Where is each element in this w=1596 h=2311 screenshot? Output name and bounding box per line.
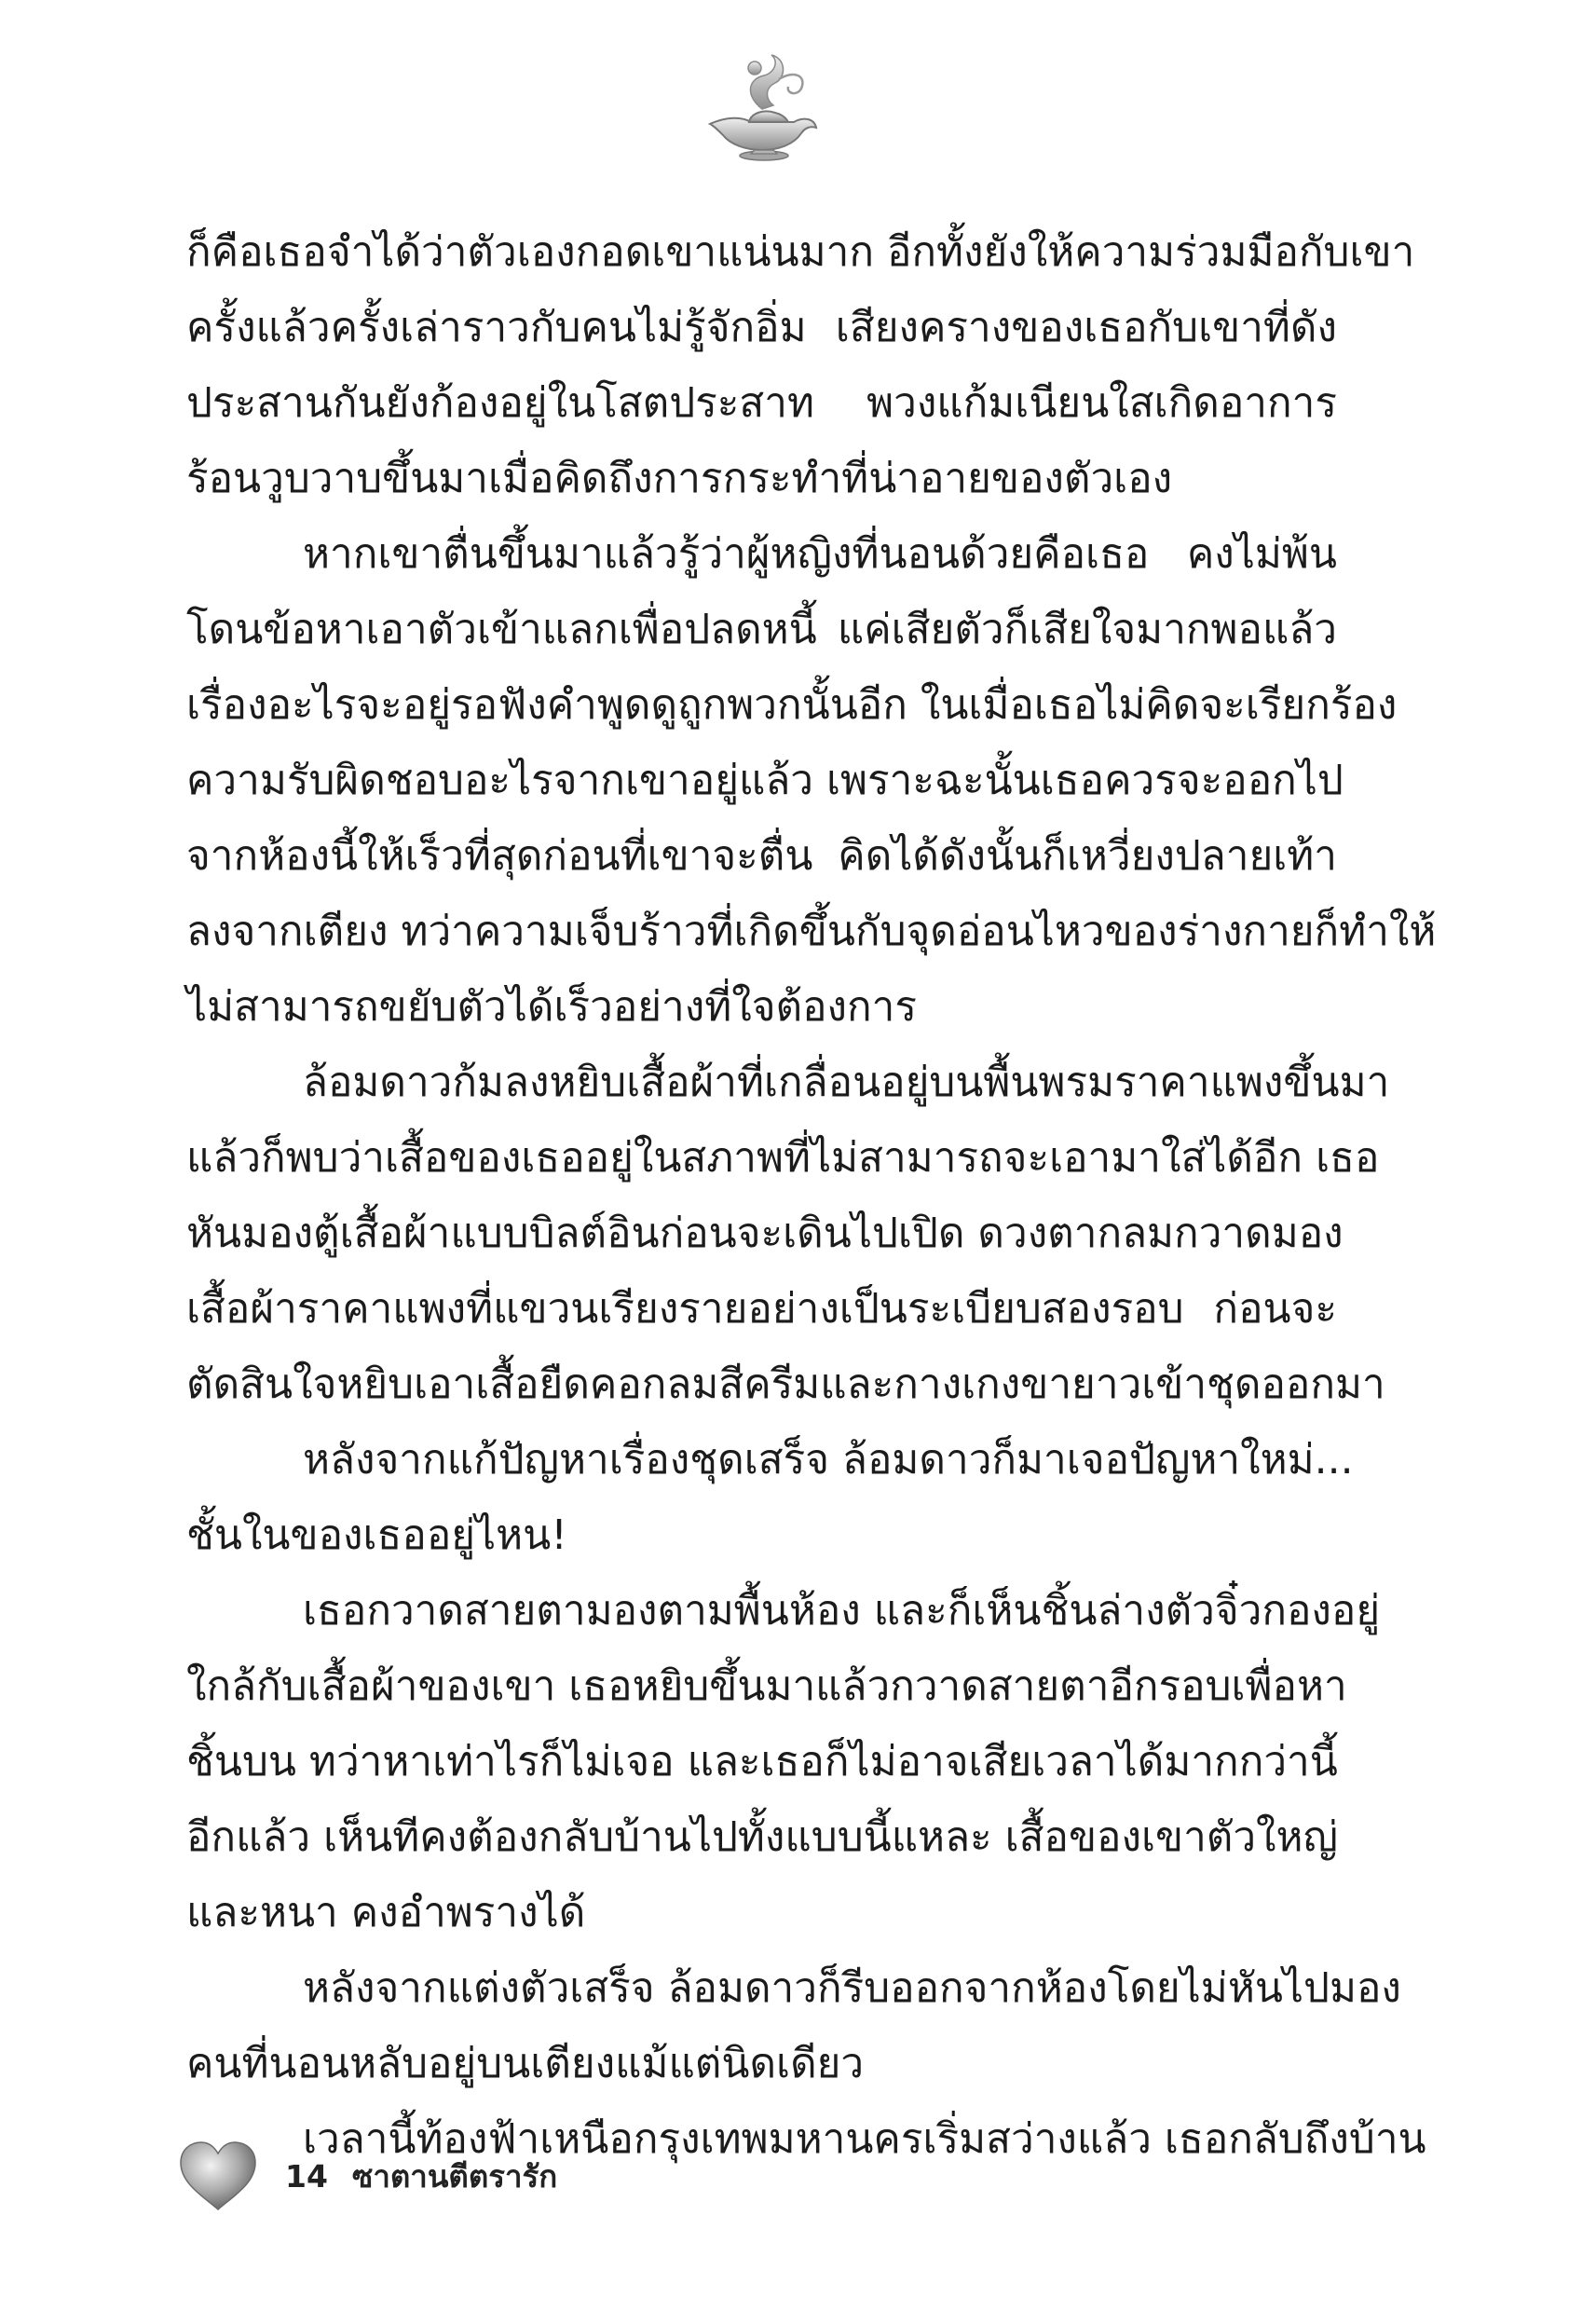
text-line: ก็คือเธอจำได้ว่าตัวเองกอดเขาแน่นมาก อีกทั้งยังให้ความร่วมมือกับเขา [186, 228, 1415, 276]
text-line: หันมองตู้เสื้อผ้าแบบบิลต์อินก่อนจะเดินไปเปิด ดวงตากลมกวาดมอง [186, 1210, 1344, 1257]
text-line: หลังจากแก้ปัญหาเรื่องชุดเสร็จ ล้อมดาวก็มาเจอปัญหาใหม่... [303, 1436, 1354, 1484]
text-line: คนที่นอนหลับอยู่บนเตียงแม้แต่นิดเดียว [186, 2040, 865, 2087]
text-line: หลังจากแต่งตัวเสร็จ ล้อมดาวก็รีบออกจากห้องโดยไม่หันไปมอง [303, 1964, 1401, 2012]
text-line: เรื่องอะไรจะอยู่รอฟังคำพูดดูถูกพวกนั้นอีก ในเมื่อเธอไม่คิดจะเรียกร้อง [186, 681, 1398, 729]
book-title: ซาตานตีตรารัก [351, 2157, 558, 2195]
page-number: 14 [285, 2157, 328, 2195]
text-line: ร้อนวูบวาบขึ้นมาเมื่อคิดถึงการกระทำที่น่าอายของตัวเอง [186, 455, 1173, 502]
text-line: ตัดสินใจหยิบเอาเสื้อยืดคอกลมสีครีมและกางเกงขายาวเข้าชุดออกมา [186, 1361, 1385, 1408]
text-line: เวลานี้ท้องฟ้าเหนือกรุงเทพมหานครเริ่มสว่างแล้ว เธอกลับถึงบ้าน [303, 2115, 1426, 2163]
text-line: โดนข้อหาเอาตัวเข้าแลกเพื่อปลดหนี้ แค่เสียตัวก็เสียใจมากพอแล้ว [186, 606, 1337, 653]
text-line: อีกแล้ว เห็นทีคงต้องกลับบ้านไปทั้งแบบนี้แหละ เสื้อของเขาตัวใหญ่ [186, 1813, 1339, 1861]
text-line: เธอกวาดสายตามองตามพื้นห้อง และก็เห็นชิ้นล่างตัวจิ๋วกองอยู่ [303, 1587, 1381, 1634]
text-line: หากเขาตื่นขึ้นมาแล้วรู้ว่าผู้หญิงที่นอนด้วยคือเธอ คงไม่พ้น [303, 530, 1337, 578]
text-line: ลงจากเตียง ทว่าความเจ็บร้าวที่เกิดขึ้นกับจุดอ่อนไหวของร่างกายก็ทำให้ [186, 908, 1437, 955]
text-line: ชั้นในของเธออยู่ไหน! [186, 1511, 567, 1559]
text-line: และหนา คงอำพรางได้ [186, 1889, 586, 1936]
text-line: เสื้อผ้าราคาแพงที่แขวนเรียงรายอย่างเป็นระเบียบสองรอบ ก่อนจะ [186, 1285, 1337, 1333]
text-line: ล้อมดาวก้มลงหยิบเสื้อผ้าที่เกลื่อนอยู่บนพื้นพรมราคาแพงขึ้นมา [303, 1059, 1390, 1106]
text-line: แล้วก็พบว่าเสื้อของเธออยู่ในสภาพที่ไม่สามารถจะเอามาใส่ได้อีก เธอ [186, 1134, 1380, 1182]
heart-icon [177, 2139, 259, 2213]
text-line: ใกล้กับเสื้อผ้าของเขา เธอหยิบขึ้นมาแล้วกวาดสายตาอีกรอบเพื่อหา [186, 1662, 1347, 1710]
text-line: จากห้องนี้ให้เร็วที่สุดก่อนที่เขาจะตื่น คิดได้ดังนั้นก็เหวี่ยงปลายเท้า [186, 832, 1337, 880]
text-line: ไม่สามารถขยับตัวได้เร็วอย่างที่ใจต้องการ [186, 983, 917, 1031]
text-line: ชิ้นบน ทว่าหาเท่าไรก็ไม่เจอ และเธอก็ไม่อาจเสียเวลาได้มากกว่านี้ [186, 1738, 1338, 1785]
text-line: ความรับผิดชอบอะไรจากเขาอยู่แล้ว เพราะฉะนั้นเธอควรจะออกไป [186, 757, 1344, 804]
body-text [186, 214, 1437, 2177]
text-line: ครั้งแล้วครั้งเล่าราวกับคนไม่รู้จักอิ่ม เสียงครางของเธอกับเขาที่ดัง [186, 304, 1337, 351]
magic-lamp-icon [689, 51, 829, 163]
page-footer [177, 2134, 557, 2218]
text-line: ประสานกันยังก้องอยู่ในโสตประสาท พวงแก้มเนียนใสเกิดอาการ [186, 379, 1337, 427]
